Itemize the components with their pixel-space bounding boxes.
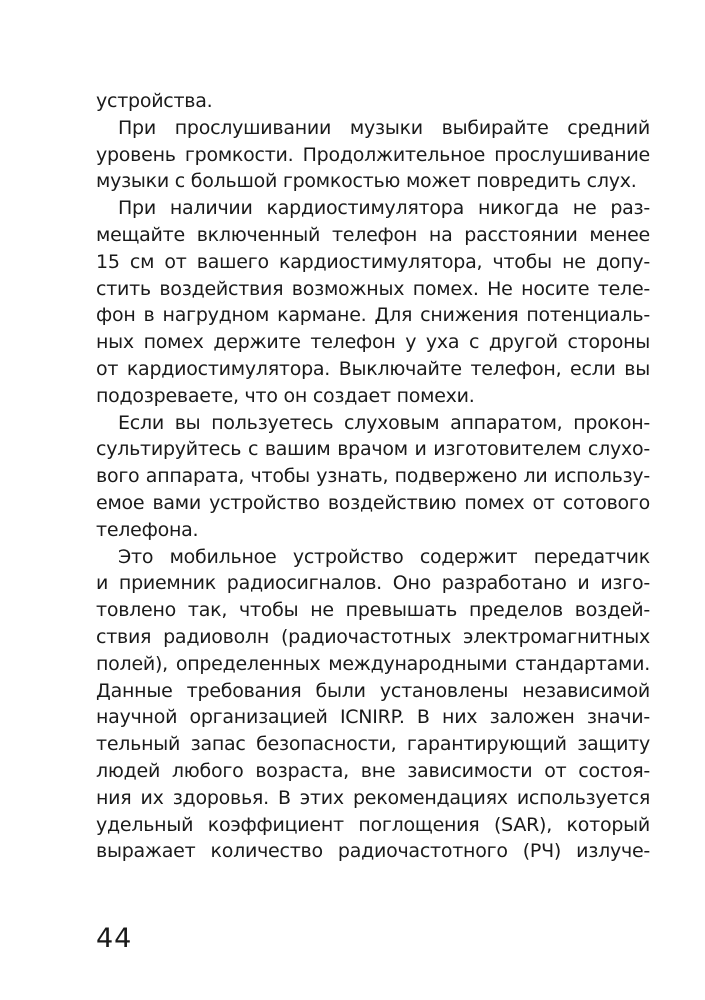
text-line: емое вами устройство воздействию помех от сотового <box>96 491 650 514</box>
body-text <box>96 88 650 865</box>
text-line: При прослушивании музыки выбирайте средний <box>118 116 650 139</box>
text-line: фон в нагрудном кармане. Для снижения потенциаль- <box>96 304 650 327</box>
text-line: тельный запас безопасности, гарантирующий защиту <box>96 733 650 756</box>
text-line: вого аппарата, чтобы узнать, подвержено ли использу- <box>96 465 650 488</box>
text-line: стить воздействия возможных помех. Не носите теле- <box>96 277 650 300</box>
text-line: удельный коэффициент поглощения (SAR), который <box>96 813 650 836</box>
text-line: музыки с большой громкостью может повредить слух. <box>96 170 637 193</box>
text-line: и приемник радиосигналов. Оно разработано и изго- <box>96 572 650 595</box>
text-line: Это мобильное устройство содержит передатчик <box>118 545 650 568</box>
text-line: научной организацией ICNIRP. В них заложен значи- <box>96 706 650 729</box>
page-number: 44 <box>96 923 133 954</box>
text-line: телефона. <box>96 518 199 541</box>
text-line: сультируйтесь с вашим врачом и изготовителем слухо- <box>96 438 650 461</box>
text-line: людей любого возраста, вне зависимости от состоя- <box>96 759 650 782</box>
text-line: выражает количество радиочастотного (РЧ) излуче- <box>96 840 650 863</box>
text-line: 15 см от вашего кардиостимулятора, чтобы не допу- <box>96 250 650 273</box>
text-line: уровень громкости. Продолжительное прослушивание <box>96 143 650 166</box>
text-line: При наличии кардиостимулятора никогда не раз- <box>118 197 650 220</box>
text-line: мещайте включенный телефон на расстоянии менее <box>96 223 650 246</box>
text-line: устройства. <box>96 90 213 112</box>
text-line: ных помех держите телефон у уха с другой стороны <box>96 331 650 354</box>
text-line: Если вы пользуетесь слуховым аппаратом, прокон- <box>118 411 650 434</box>
text-line: от кардиостимулятора. Выключайте телефон, если вы <box>96 357 650 380</box>
text-line: ния их здоровья. В этих рекомендациях используется <box>96 786 650 809</box>
text-line: Данные требования были установлены независимой <box>96 679 650 702</box>
text-line: ствия радиоволн (радиочастотных электромагнитных <box>96 625 650 648</box>
text-line: подозреваете, что он создает помехи. <box>96 384 475 407</box>
text-line: товлено так, чтобы не превышать пределов воздей- <box>96 599 650 622</box>
text-line: полей), определенных международными стандартами. <box>96 652 650 675</box>
